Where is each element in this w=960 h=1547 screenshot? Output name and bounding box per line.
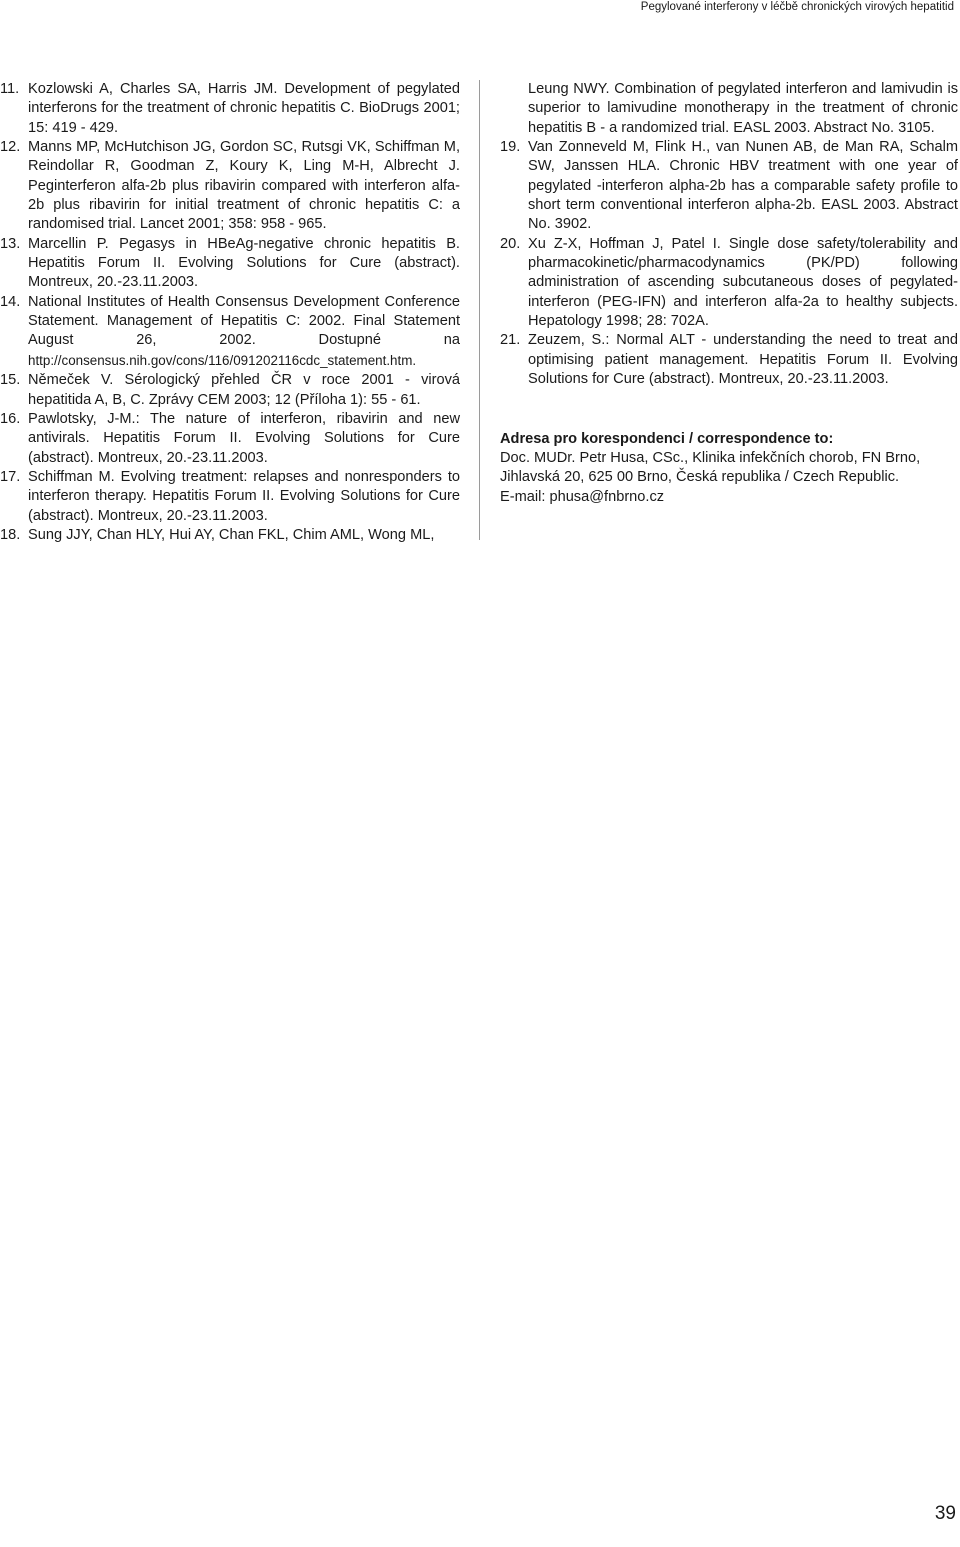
reference-number: 21. [500,332,521,349]
reference-item [500,331,958,389]
reference-item [0,235,460,293]
reference-number: 15. [0,372,21,389]
reference-text: Němeček V. Sérologický přehled ČR v roce 2001 - virová hepatitida A, B, C. Zprávy CEM 2003; 12 (Příloha 1): 55 - 61. [28,372,460,408]
reference-text: Xu Z-X, Hoffman J, Patel I. Single dose safety/tolerability and pharmacokinetic/pharmacodynamics (PK/PD) following administration of ascending subcutaneous doses of pegylated-interferon (PEG-IFN) and interferon alfa-2a to healthy subjects. Hepatology 1998; 28: 702A. [528,235,958,330]
correspondence-address: Jihlavská 20, 625 00 Brno, Česká republika / Czech Republic. [500,469,900,486]
reference-text: Manns MP, McHutchison JG, Gordon SC, Rutsgi VK, Schiffman M, Reindollar R, Goodman Z, Koury K, Ling M-H, Albrecht J. Peginterferon alfa-2b plus ribavirin compared with interferon alfa-2b plus ribavirin for initial treatment of chronic hepatitis C: a randomised trial. Lancet 2001; 358: 958 - 965. [28,139,460,233]
reference-item [0,468,460,526]
running-header: Pegylované interferony v léčbě chronických virových hepatitid [640,1,954,13]
reference-item [0,526,460,545]
reference-text: Sung JJY, Chan HLY, Hui AY, Chan FKL, Chim AML, Wong ML, [28,526,435,543]
reference-list-left [0,80,460,545]
reference-item [500,138,958,235]
reference-item [0,138,460,235]
reference-number: 12. [0,139,21,156]
reference-number: 13. [0,235,21,252]
reference-item [0,371,460,410]
reference-text: Schiffman M. Evolving treatment: relapses and nonresponders to interferon therapy. Hepatitis Forum II. Evolving Solutions for Cure (abstract). Montreux, 20.-23.11.2003. [28,468,460,524]
reference-url[interactable]: http://consensus.nih.gov/cons/116/091202116cdc_statement.htm. [28,352,417,368]
reference-item [0,410,460,468]
reference-number: 16. [0,410,21,427]
reference-text [28,293,460,371]
reference-number: 11. [0,81,20,97]
reference-text: Kozlowski A, Charles SA, Harris JM. Development of pegylated interferons for the treatment of chronic hepatitis C. BioDrugs 2001; 15: 419 - 429. [28,81,460,136]
reference-item [500,235,958,332]
reference-text: Marcellin P. Pegasys in HBeAg-negative chronic hepatitis B. Hepatitis Forum II. Evolving Solutions for Cure (abstract). Montreux, 20.-23.11.2003. [28,235,460,291]
correspondence-block [500,430,958,507]
correspondence-heading: Adresa pro korespondenci / correspondence to: [500,430,834,447]
correspondence-author: Doc. MUDr. Petr Husa, CSc., Klinika infekčních chorob, FN Brno, [500,449,921,466]
correspondence-email[interactable]: E-mail: phusa@fnbrno.cz [500,488,665,505]
reference-text: Van Zonneveld M, Flink H., van Nunen AB, de Man RA, Schalm SW, Janssen HLA. Chronic HBV treatment with one year of pegylated -interferon alpha-2b has a comparable safety profile to short term conventional interferon alpha-2b. EASL 2003. Abstract No. 3902. [528,139,958,233]
reference-number: 17. [0,468,21,485]
reference-text: Pawlotsky, J-M.: The nature of interferon, ribavirin and new antivirals. Hepatitis Forum II. Evolving Solutions for Cure (abstract). Montreux, 20.-23.11.2003. [28,410,460,466]
page-number: 39 [934,1503,956,1524]
reference-item [0,80,460,138]
reference-number: 18. [0,526,21,543]
reference-item [0,293,460,371]
reference-text-body: National Institutes of Health Consensus Development Conference Statement. Management of Hepatitis C: 2002. Final Statement August 26, 2002. Dostupné na [28,293,460,349]
reference-number: 20. [500,235,521,252]
reference-continuation: Leung NWY. Combination of pegylated interferon and lamivudin is superior to lamivudine monotherapy in the treatment of chronic hepatitis B - a randomized trial. EASL 2003. Abstract No. 3105. [528,81,958,136]
reference-number: 14. [0,293,21,310]
reference-list-right [500,80,958,507]
reference-text: Zeuzem, S.: Normal ALT - understanding the need to treat and optimising patient management. Hepatitis Forum II. Evolving Solutions for Cure (abstract). Montreux, 20.-23.11.2003. [528,332,958,388]
column-divider [479,80,480,540]
reference-number: 19. [500,139,521,156]
